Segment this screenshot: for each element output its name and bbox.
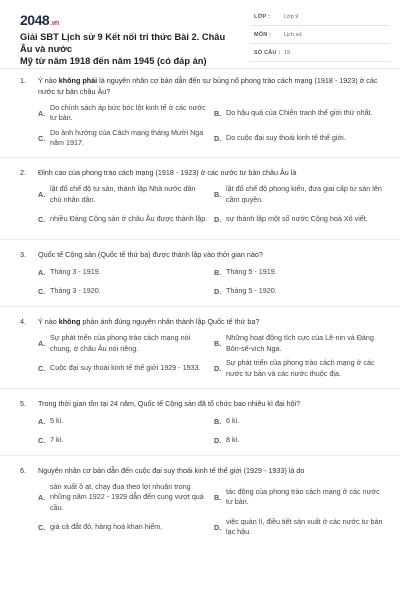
option-text: Do cuộc đại suy thoái kinh tế thế giới. (226, 132, 346, 142)
option-text: lật đổ chế độ tư sản, thành lập Nhà nước dân chủ nhân dân. (50, 184, 196, 204)
option-b[interactable] (214, 333, 384, 354)
option-b[interactable] (214, 108, 384, 119)
question-number: 6. (20, 466, 26, 475)
option-text: 5 kì. (50, 415, 64, 425)
option-c[interactable] (38, 128, 208, 149)
option-letter: A. (38, 190, 46, 199)
stem-emphasis: không phải (58, 76, 98, 85)
option-text: sự thành lập một số nước Cộng hoà Xô viết. (226, 214, 368, 224)
option-row (0, 516, 400, 538)
question-divider (0, 388, 400, 389)
option-letter: D. (214, 364, 222, 373)
stem-text: Trong thời gian tồn tại 24 năm, Quốc tế Cộng sản đã tổ chức bao nhiêu kì đại hội? (38, 398, 301, 408)
option-text: Do chính sách áp bức bóc lột kinh tế ở các nước tư bản. (50, 102, 206, 122)
question-list (0, 76, 400, 548)
document-title (20, 31, 235, 67)
header-divider (0, 68, 400, 69)
option-text: 7 kì. (50, 434, 64, 444)
option-letter: D. (214, 286, 222, 296)
option-text: Tháng 5 - 1920. (226, 285, 277, 295)
question-6 (0, 466, 400, 538)
option-b[interactable] (214, 416, 384, 427)
logo-suffix: .vn (50, 20, 59, 27)
option-row (0, 184, 400, 206)
stem-text: Ý nào (38, 317, 59, 326)
option-letter: D. (214, 435, 222, 445)
option-text: Tháng 3 - 1919. (50, 266, 101, 276)
option-d[interactable] (214, 358, 384, 379)
option-letter: B. (214, 108, 222, 118)
meta-value: Lớp 9 (284, 14, 299, 20)
option-letter: D. (214, 215, 222, 224)
question-divider (0, 455, 400, 456)
question-stem (0, 76, 400, 97)
option-c[interactable] (38, 522, 208, 533)
option-list (0, 184, 400, 231)
stem-text: Quốc tế Cộng sản (Quốc tế thứ ba) được thành lập vào thời gian nào? (38, 249, 263, 259)
option-letter: A. (38, 416, 46, 426)
option-row (0, 482, 400, 514)
stem-text: Ý nào (38, 76, 59, 85)
document-title-line-2: Mỹ từ năm 1918 đến năm 1945 (có đáp án) (20, 56, 207, 66)
option-text: Sự phát triển của phong trào cách mạng ở các nước tư bản và các nước thuộc địa. (226, 358, 375, 378)
option-letter: C. (38, 133, 46, 143)
option-text: tác động của phong trào cách mạng ở các nước tư bản. (226, 486, 380, 507)
option-letter: A. (38, 267, 46, 277)
option-c[interactable] (38, 435, 208, 446)
option-b[interactable] (214, 487, 384, 508)
option-letter: B. (214, 416, 222, 426)
option-row (0, 127, 400, 149)
option-text: giá cả đắt đỏ, hàng hoá khan hiếm. (50, 521, 163, 531)
option-letter: C. (38, 286, 46, 296)
question-stem (0, 317, 400, 328)
option-list (0, 482, 400, 539)
option-c[interactable] (38, 286, 208, 297)
document-title-line-1: Giải SBT Lịch sử 9 Kết nối tri thức Bài 2. Châu Âu và nước (20, 32, 226, 54)
option-a[interactable] (38, 103, 208, 124)
option-letter: B. (214, 190, 222, 199)
question-stem (0, 168, 400, 179)
option-letter: C. (38, 215, 46, 224)
question-3 (0, 250, 400, 308)
stem-text: Đỉnh cao của phong trào cách mạng (1918 - 1923) ở các nước tư bản châu Âu là (38, 168, 297, 177)
option-list (0, 333, 400, 380)
option-row (0, 433, 400, 447)
option-text: Những hoạt động tích cực của Lê-nin và Đảng Bôn-sê-vích Nga. (226, 333, 374, 353)
option-d[interactable] (214, 214, 384, 225)
stem-text: Nguyên nhân cơ bản dẫn đến cuộc đại suy thoái kinh tế thế giới (1929 - 1933) là do (38, 466, 305, 475)
question-number: 4. (20, 317, 26, 326)
meta-key: LỚP : (254, 14, 270, 20)
meta-key: SỐ CÂU : (254, 50, 281, 56)
option-row (0, 414, 400, 428)
question-5 (0, 399, 400, 457)
option-letter: C. (38, 522, 46, 532)
option-text: Tháng 5 - 1919. (226, 266, 277, 276)
option-a[interactable] (38, 482, 208, 514)
option-letter: A. (38, 339, 46, 348)
option-text: việc quản lí, điều tiết sản xuất ở các nước tư bản lạc hậu. (226, 516, 383, 536)
stem-text: phản ánh đúng nguyên nhân thành lập Quốc tế thứ ba? (80, 317, 260, 326)
option-d[interactable] (214, 133, 384, 144)
meta-row-count (250, 47, 390, 62)
option-letter: C. (38, 364, 46, 373)
option-letter: B. (214, 267, 222, 277)
option-b[interactable] (214, 184, 384, 205)
option-letter: D. (214, 522, 222, 532)
option-a[interactable] (38, 333, 208, 354)
option-row (0, 102, 400, 124)
option-b[interactable] (214, 267, 384, 278)
question-divider (0, 157, 400, 158)
stem-text: là nguyên nhân cơ bản dẫn đến sự bùng nổ phong trào cách mạng (1918 - 1923) ở các nước tư bản châu Âu? (38, 76, 378, 96)
option-list (0, 414, 400, 447)
option-text: 8 kì. (226, 434, 240, 444)
option-list (0, 265, 400, 298)
question-stem (0, 250, 400, 261)
option-c[interactable] (38, 363, 208, 374)
question-number: 5. (20, 398, 26, 408)
meta-value: Lịch sử (284, 32, 303, 38)
option-row (0, 265, 400, 279)
option-text: Do hậu quả của Chiến tranh thế giới thứ nhất. (226, 107, 373, 117)
question-stem (0, 399, 400, 410)
question-2 (0, 168, 400, 240)
option-d[interactable] (214, 286, 384, 297)
question-4 (0, 317, 400, 389)
option-letter: A. (38, 108, 46, 118)
option-text: Tháng 3 - 1920. (50, 285, 101, 295)
stem-emphasis: không (58, 317, 81, 326)
meta-value: 19 (284, 50, 291, 56)
option-d[interactable] (214, 435, 384, 446)
option-text: Do ảnh hưởng của Cách mạng tháng Mười Nga năm 1917. (50, 127, 204, 147)
option-text: sản xuất ồ ạt, chạy đua theo lợi nhuận trong những năm 1922 - 1929 dẫn đến cung vượt quá cầu. (50, 481, 204, 512)
option-letter: B. (214, 492, 222, 502)
document-meta (250, 11, 390, 65)
question-1 (0, 76, 400, 158)
question-divider (0, 306, 400, 307)
option-text: Sự phát triển của phong trào cách mạng nói chung, ở châu Âu nói riêng. (50, 333, 191, 353)
meta-row-grade (250, 11, 390, 26)
option-list (0, 102, 400, 149)
option-d[interactable] (214, 517, 384, 538)
meta-key: MÔN : (254, 32, 272, 38)
question-number: 2. (20, 168, 26, 177)
option-a[interactable] (38, 184, 208, 205)
site-logo[interactable] (20, 12, 59, 28)
question-stem (0, 466, 400, 477)
option-text: lật đổ chế độ phong kiến, đưa giai cấp tư sản lên cầm quyền. (226, 184, 382, 204)
question-number: 1. (20, 76, 26, 85)
option-row (0, 284, 400, 298)
page-header (0, 0, 400, 68)
option-text: Cuộc đại suy thoái kinh tế thế giới 1929 - 1933. (50, 363, 201, 373)
option-letter: A. (38, 492, 46, 502)
meta-row-subject (250, 29, 390, 44)
option-letter: D. (214, 133, 222, 143)
option-a[interactable] (38, 416, 208, 427)
question-number: 3. (20, 249, 26, 259)
option-text: nhiều Đảng Cộng sản ở châu Âu được thành lập. (50, 214, 208, 224)
option-row (0, 209, 400, 231)
option-letter: C. (38, 435, 46, 445)
option-c[interactable] (38, 214, 208, 225)
option-letter: B. (214, 339, 222, 348)
question-divider (0, 239, 400, 240)
option-a[interactable] (38, 267, 208, 278)
option-row (0, 358, 400, 380)
option-text: 6 kì. (226, 415, 240, 425)
option-row (0, 333, 400, 355)
logo-main: 2048 (20, 12, 50, 28)
